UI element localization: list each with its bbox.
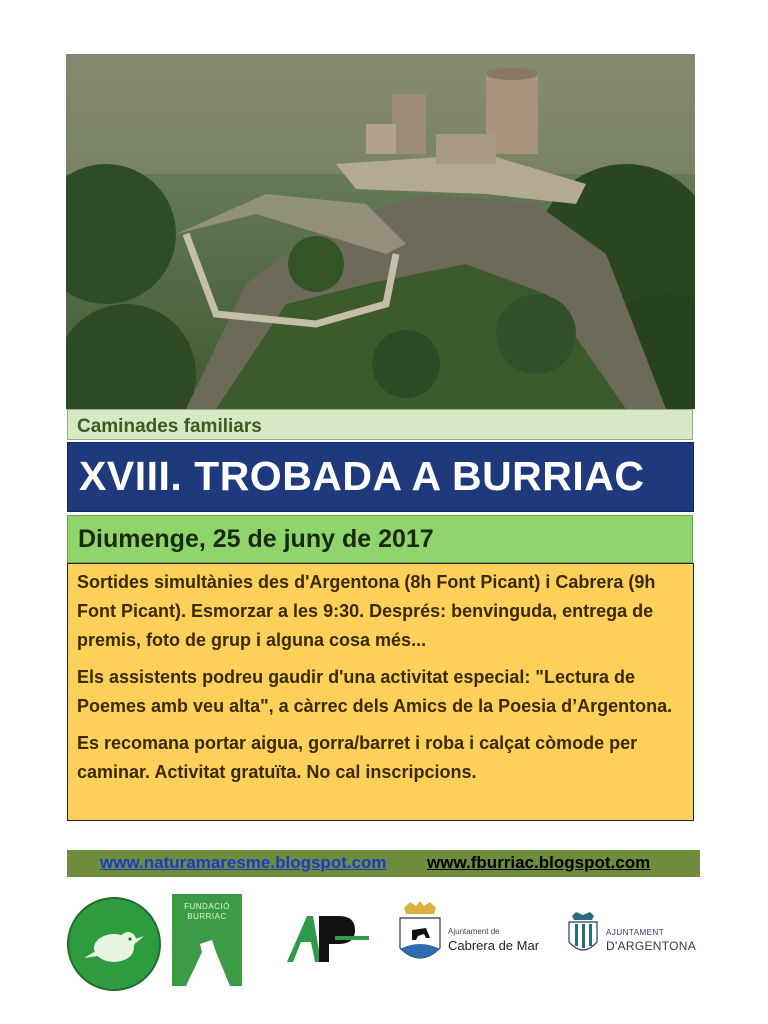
mountain-icon [172, 894, 242, 986]
fundacio-burriac-logo [172, 894, 242, 986]
cabrera-logo-name: Cabrera de Mar [448, 938, 540, 953]
event-title: XVIII. TROBADA A BURRIAC [79, 453, 645, 499]
argentona-logo-small-text: AJUNTAMENT [606, 928, 665, 937]
info-paragraph: Es recomana portar aigua, gorra/barret i roba i calçat còmode per caminar. Activitat gratuïta. No cal inscripcions. [77, 733, 638, 782]
burriac-logo-line1: FUNDACIÓ [184, 902, 230, 911]
fburriac-link[interactable]: www.fburriac.blogspot.com [427, 853, 651, 872]
ap-logo [283, 912, 369, 964]
natura-bird-icon [66, 896, 162, 992]
title-bar [67, 442, 694, 512]
date-bar [67, 515, 693, 563]
subtitle-bar [67, 409, 693, 440]
argentona-logo-name: D'ARGENTONA [606, 939, 697, 953]
burriac-logo-line2: BURRIAC [187, 912, 227, 921]
cabrera-shield-icon [396, 900, 444, 970]
natura-logo [66, 896, 162, 992]
castle-photo-illustration [66, 54, 695, 409]
castle-photo [66, 54, 695, 409]
info-box [67, 563, 694, 821]
argentona-logo [566, 912, 697, 958]
info-paragraph: Sortides simultànies des d'Argentona (8h Font Picant) i Cabrera (9h Font Picant). Esmorzar a les 9:30. Després: benvinguda, entrega de premis, foto de grup i alguna cosa més... [77, 572, 656, 650]
argentona-shield-icon [566, 912, 600, 958]
event-date: Diumenge, 25 de juny de 2017 [78, 525, 434, 553]
cabrera-de-mar-logo [396, 900, 544, 970]
ap-letters-icon [283, 912, 369, 964]
cabrera-logo-small-text: Ajuntament de [448, 927, 500, 936]
info-paragraph: Els assistents podreu gaudir d'una activitat especial: "Lectura de Poemes amb veu alta", a càrrec dels Amics de la Poesia d’Argentona. [77, 667, 673, 716]
naturamaresme-link[interactable]: www.naturamaresme.blogspot.com [100, 853, 387, 872]
links-bar [67, 850, 700, 877]
subtitle-text: Caminades familiars [77, 416, 262, 437]
